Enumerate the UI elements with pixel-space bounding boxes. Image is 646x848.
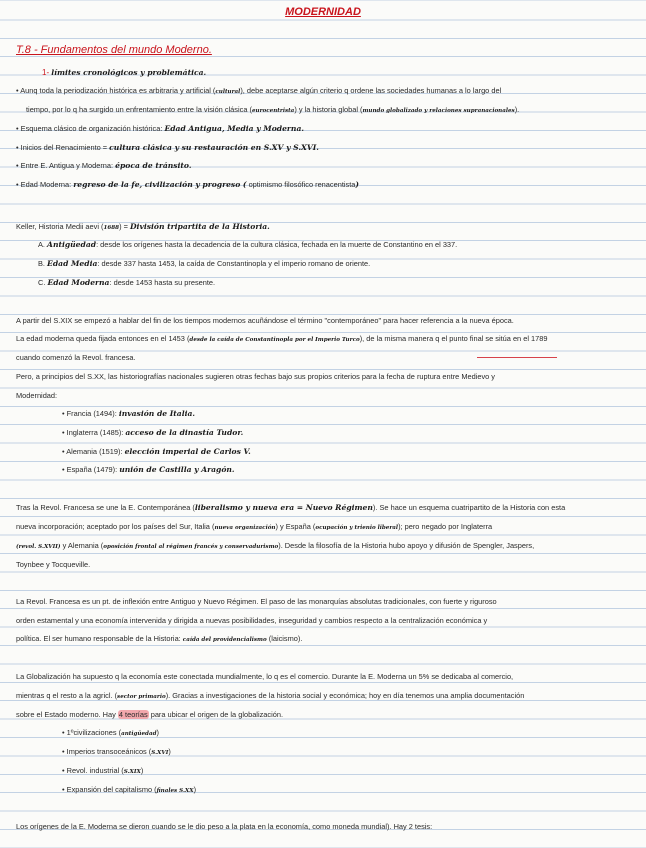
note-line: Pero, a principios del S.XX, las historiografías nacionales sugieren otras fechas bajo sus propios criterios para la fecha de ruptura entre Medievo y <box>16 372 496 381</box>
list-item: • Francia (1494): invasión de Italia. <box>62 409 196 418</box>
note-line: 1- límites cronológicos y problemática. <box>42 68 207 77</box>
section-heading: T.8 - Fundamentos del mundo Moderno. <box>16 45 212 56</box>
list-item: • Alemania (1519): elección imperial de Carlos V. <box>62 447 251 456</box>
note-line: Modernidad: <box>16 391 58 400</box>
note-line: Tras la Revol. Francesa se une la E. Contemporánea (liberalismo y nueva era = Nuevo Régimen). Se hace un esquema cuatripartito de la Historia con esta <box>16 503 566 512</box>
note-line: cuando comenzó la Revol. francesa. <box>16 353 136 362</box>
page-title: MODERNIDAD <box>285 6 361 18</box>
note-line: La Revol. Francesa es un pt. de inflexión entre Antiguo y Nuevo Régimen. El paso de las monarquías absolutas tradicionales, con fuerte y riguroso <box>16 597 497 606</box>
note-line: sobre el Estado moderno. Hay 4 teorías para ubicar el origen de la globalización. <box>16 710 284 719</box>
note-line: política. El ser humano responsable de la Historia: caída del providencialismo (laicismo). <box>16 634 303 643</box>
list-item: • Revol. industrial (S.XIX) <box>62 766 144 775</box>
list-item: • Imperios transoceánicos (S.XVI) <box>62 747 171 756</box>
list-item: • Inglaterra (1485): acceso de la dinastía Tudor. <box>62 428 244 437</box>
note-line: (revol. S.XVII) y Alemania (oposición frontal al régimen francés y conservadurismo). Desde la filosofía de la Historia hubo apoyo y difusión de Spengler, Jaspers, <box>16 541 535 550</box>
note-line: • Esquema clásico de organización histórica: Edad Antigua, Media y Moderna. <box>16 124 305 133</box>
note-line: A partir del S.XIX se empezó a hablar del fin de los tiempos modernos acuñándose el término "contemporáneo" para hacer referencia a la nueva época. <box>16 316 514 325</box>
note-line: orden estamental y una economía intervenida y dirigida a nuevas posibilidades, inseguridad y cambios respecto a la centralización económica y <box>16 616 488 625</box>
list-item: • España (1479): unión de Castilla y Aragón. <box>62 465 235 474</box>
list-item: • 1ºcivilizaciones (antigüedad) <box>62 728 159 737</box>
highlight-mark: 4 teorías <box>118 710 148 719</box>
note-line: • Edad Moderna: regreso de la fe, civilización y progreso ( optimismo filosófico renacentista) <box>16 180 359 189</box>
note-line: La edad moderna queda fijada entonces en el 1453 (desde la caída de Constantinopla por el Imperio Turco), de la misma manera q el punto final se sitúa en el 1789 <box>16 334 548 343</box>
list-item: • Expansión del capitalismo (finales S.XX) <box>62 785 197 794</box>
note-line: tiempo, por lo q ha surgido un enfrentamiento entre la visión clásica (eurocentrista) y la historia global (mundo globalizado y relaciones supranacionales). <box>26 105 520 114</box>
note-line: Los orígenes de la E. Moderna se dieron cuando se le dio peso a la plata en la economía, como moneda mundial). Hay 2 tesis: <box>16 822 433 831</box>
note-line: Keller, Historia Medii aevi (1688) = División tripartita de la Historia. <box>16 222 270 231</box>
note-line: C. Edad Moderna: desde 1453 hasta su presente. <box>38 278 216 287</box>
note-line: • Aunq toda la periodización histórica es arbitraria y artificial (cultural), debe aceptarse algún criterio q ordene las sociedades humanas a lo largo del <box>16 86 502 95</box>
note-line: • Entre E. Antigua y Moderna: época de tránsito. <box>16 161 192 170</box>
note-line: La Globalización ha supuesto q la economía este conectada mundialmente, lo q es el comercio. Durante la E. Moderna un 5% se dedicaba al comercio, <box>16 672 514 681</box>
note-line: • Inicios del Renacimiento = cultura clásica y su restauración en S.XV y S.XVI. <box>16 143 319 152</box>
note-line: B. Edad Media: desde 337 hasta 1453, la caída de Constantinopla y el imperio romano de oriente. <box>38 259 371 268</box>
note-line: nueva incorporación; aceptado por los países del Sur, Italia (nueva organización) y España (ocupación y trienio liberal); pero negado por Inglaterra <box>16 522 493 531</box>
note-line: A. Antigüedad: desde los orígenes hasta la decadencia de la cultura clásica, fechada en la muerte de Constantino en el 337. <box>38 240 458 249</box>
note-line: Toynbee y Tocqueville. <box>16 560 91 569</box>
note-line: mientras q el resto a la agricl. (sector primario). Gracias a investigaciones de la historia social y económica; hoy en día tenemos una amplia documentación <box>16 691 525 700</box>
